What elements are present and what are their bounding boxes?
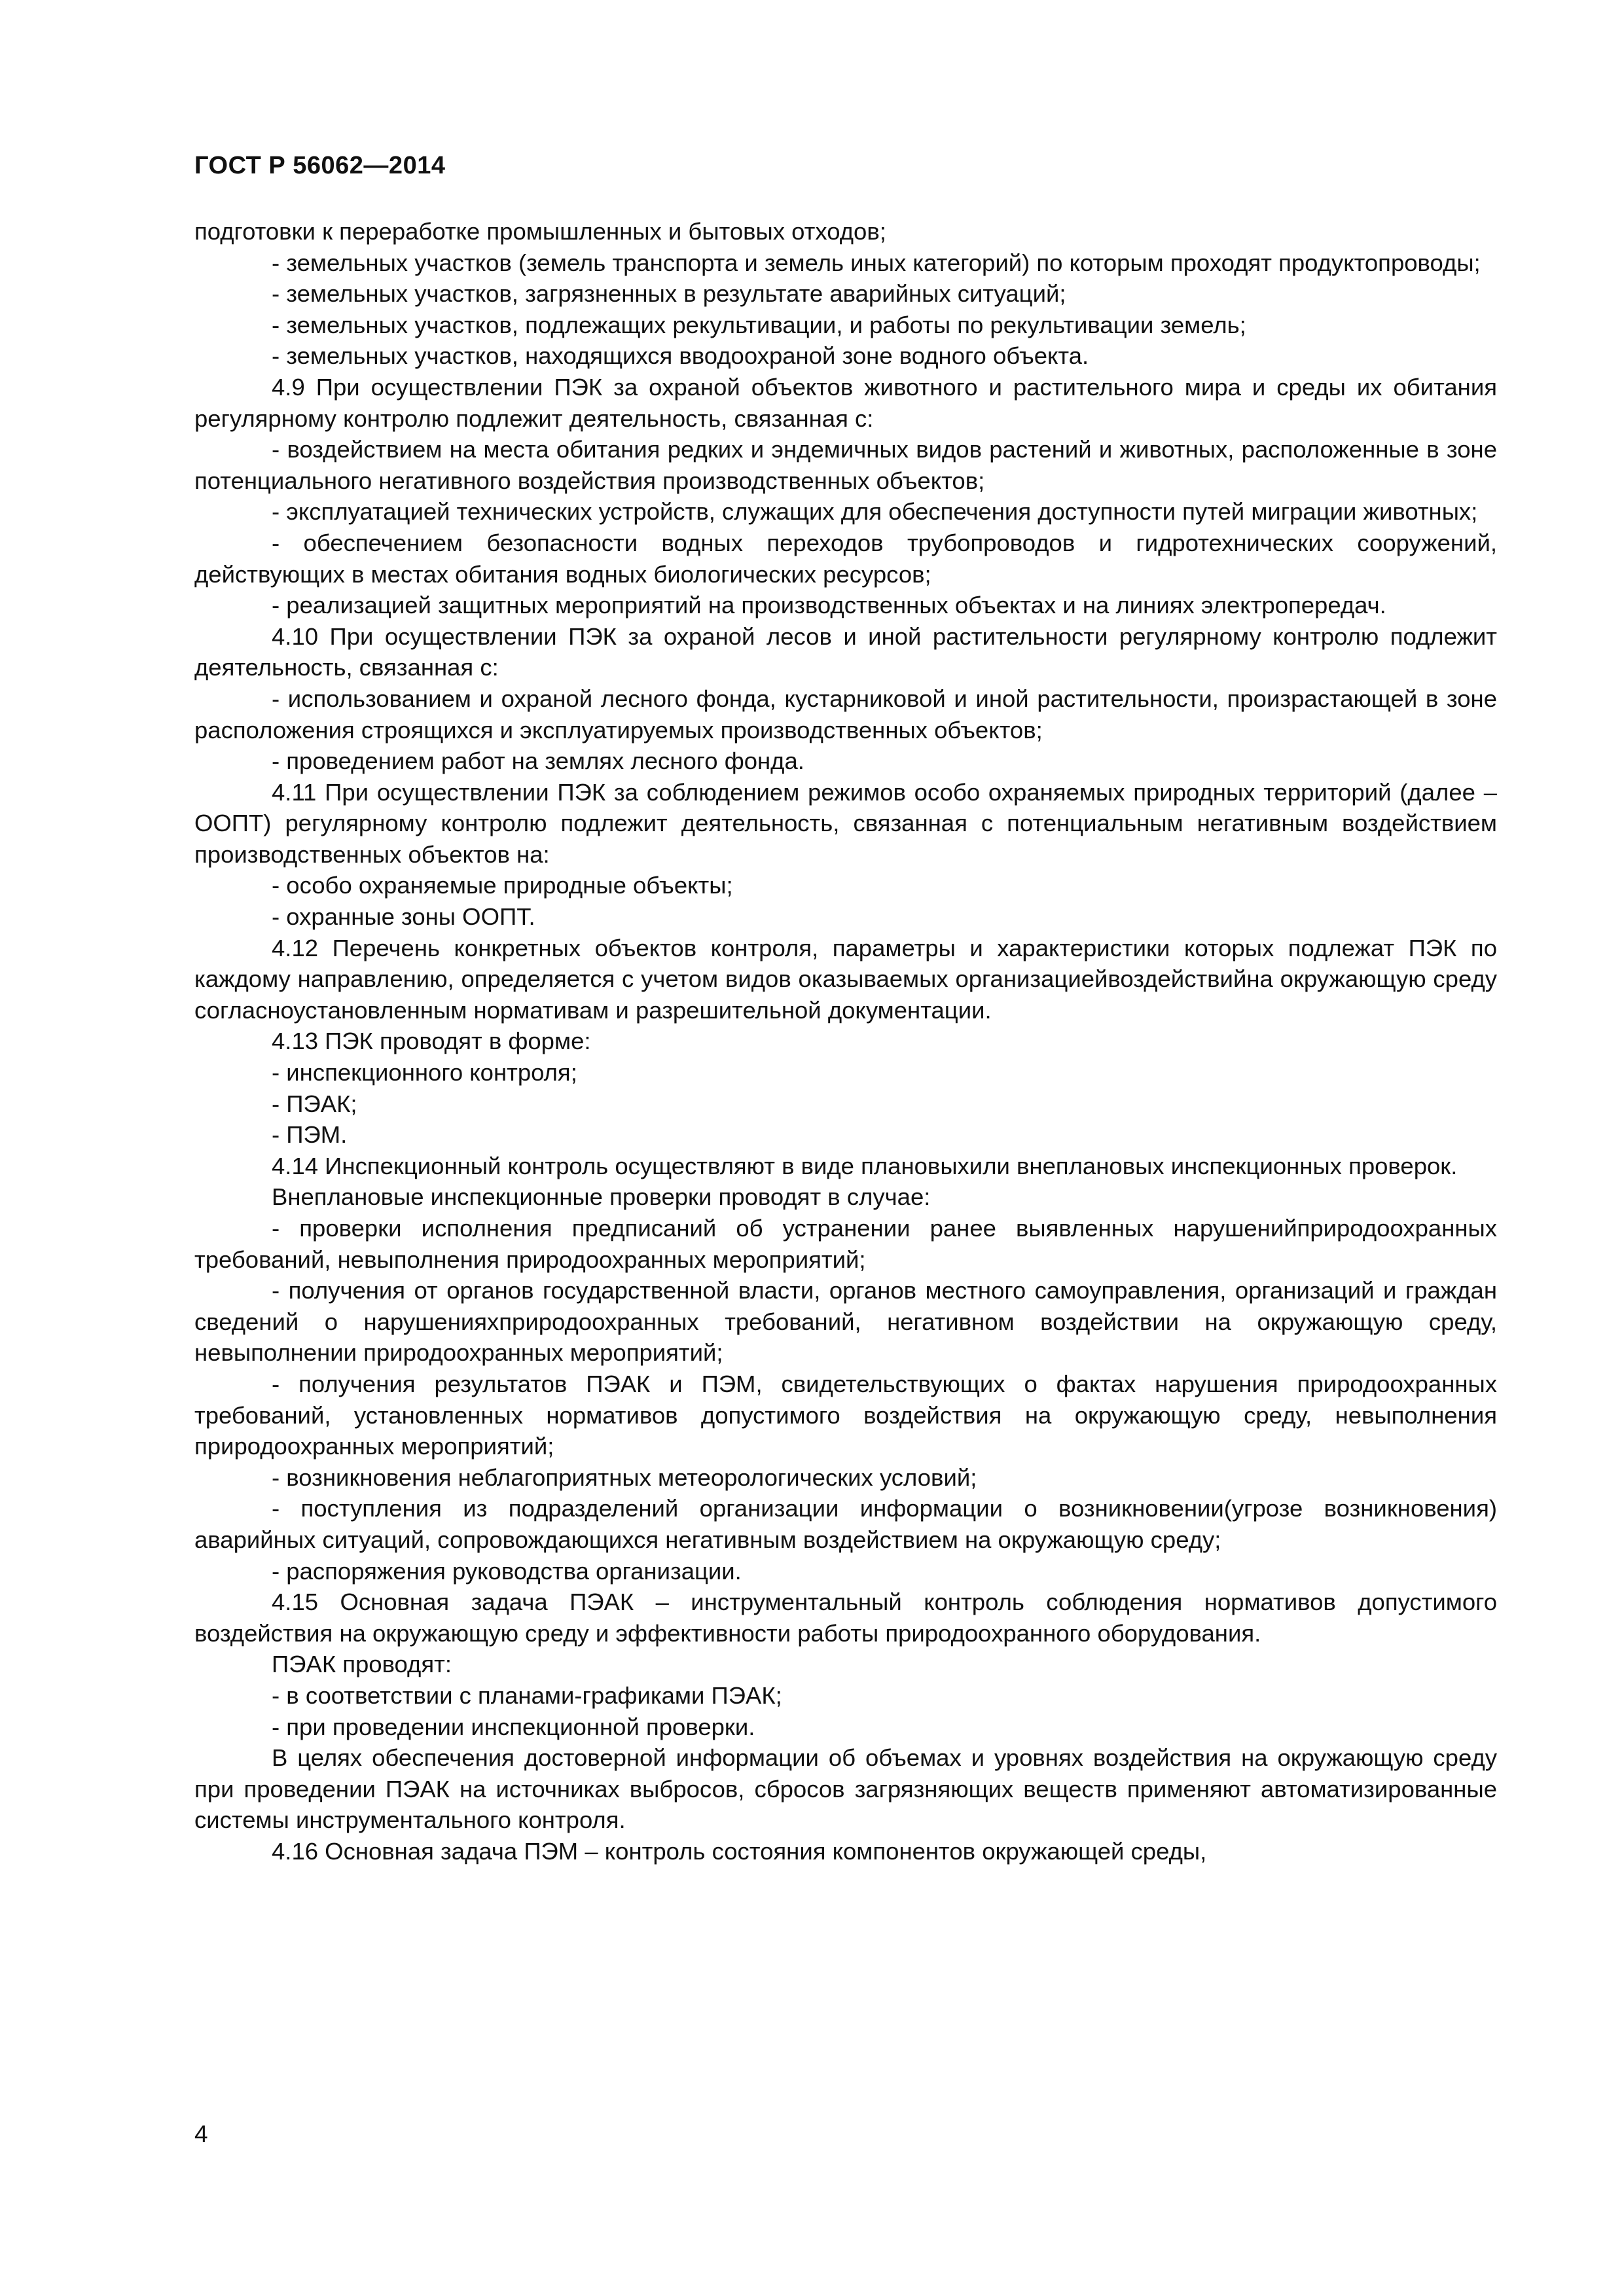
paragraph: - использованием и охраной лесного фонда, кустарниковой и иной растительности, произрастающей в зоне расположения строящихся и эксплуатируемых производственных объектов; (194, 685, 1497, 744)
paragraph: - особо охраняемые природные объекты; (272, 872, 733, 899)
paragraph: - эксплуатацией технических устройств, служащих для обеспечения доступности путей миграции животных; (272, 498, 1478, 526)
paragraph: - земельных участков, загрязненных в результате аварийных ситуаций; (272, 280, 1066, 308)
paragraph: 4.14 Инспекционный контроль осуществляют в виде плановыхили внеплановых инспекционных проверок. (272, 1152, 1458, 1179)
paragraph: В целях обеспечения достоверной информации об объемах и уровнях воздействия на окружающую среду при проведении ПЭАК на источниках выбросов, сбросов загрязняющих веществ применяют автоматизированные системы инструментального контроля. (194, 1744, 1497, 1834)
paragraph: Внеплановые инспекционные проверки проводят в случае: (272, 1183, 931, 1211)
paragraph: 4.16 Основная задача ПЭМ – контроль состояния компонентов окружающей среды, (272, 1837, 1207, 1865)
paragraph: 4.11 При осуществлении ПЭК за соблюдением режимов особо охраняемых природных территорий (далее – ООПТ) регулярному контролю подлежит деятельность, связанная с потенциальным негативным воздействием производственных объектов на: (194, 778, 1497, 868)
paragraph: - проведением работ на землях лесного фонда. (272, 747, 804, 775)
paragraph: - возникновения неблагоприятных метеорологических условий; (272, 1463, 977, 1491)
paragraph: - земельных участков, находящихся вводоохраной зоне водного объекта. (272, 342, 1089, 370)
paragraph: - воздействием на места обитания редких и эндемичных видов растений и животных, расположенные в зоне потенциального негативного воздействия производственных объектов; (194, 436, 1497, 494)
document-code-header: ГОСТ Р 56062—2014 (194, 152, 446, 179)
paragraph: - проверки исполнения предписаний об устранении ранее выявленных нарушенийприродоохранных требований, невыполнения природоохранных мероприятий; (194, 1215, 1497, 1273)
paragraph: подготовки к переработке промышленных и бытовых отходов; (194, 218, 886, 245)
paragraph: - поступления из подразделений организации информации о возникновении(угрозе возникновения) аварийных ситуаций, сопровождающихся негативным воздействием на окружающую среду; (194, 1495, 1497, 1553)
page-number: 4 (194, 2121, 208, 2147)
paragraph: - реализацией защитных мероприятий на производственных объектах и на линиях электропередач. (272, 592, 1386, 619)
paragraph: 4.12 Перечень конкретных объектов контроля, параметры и характеристики которых подлежат ПЭК по каждому направлению, определяется с учетом видов оказываемых организациейвоздействийна окружающую среду согласноустановленным нормативам и разрешительной документации. (194, 934, 1497, 1024)
paragraph: 4.15 Основная задача ПЭАК – инструментальный контроль соблюдения нормативов допустимого воздействия на окружающую среду и эффективности работы природоохранного оборудования. (194, 1588, 1497, 1647)
paragraph: 4.9 При осуществлении ПЭК за охраной объектов животного и растительного мира и среды их обитания регулярному контролю подлежит деятельность, связанная с: (194, 373, 1497, 432)
paragraph: - получения от органов государственной власти, органов местного самоуправления, организаций и граждан сведений о нарушенияхприродоохранных требований, негативном воздействии на окружающую среду, невыполнении природоохранных мероприятий; (194, 1277, 1497, 1367)
paragraph: - в соответствии с планами-графиками ПЭАК; (272, 1681, 782, 1709)
paragraph: - охранные зоны ООПТ. (272, 903, 535, 931)
paragraph: - распоряжения руководства организации. (272, 1557, 742, 1585)
paragraph: - получения результатов ПЭАК и ПЭМ, свидетельствующих о фактах нарушения природоохранных требований, установленных нормативов допустимого воздействия на окружающую среду, невыполнения природоохранных мероприятий; (194, 1370, 1497, 1460)
paragraph: 4.13 ПЭК проводят в форме: (272, 1028, 591, 1055)
paragraph: - при проведении инспекционной проверки. (272, 1713, 755, 1740)
paragraph: - инспекционного контроля; (272, 1059, 577, 1086)
paragraph: - ПЭАК; (272, 1090, 357, 1117)
paragraph: ПЭАК проводят: (272, 1651, 452, 1678)
paragraph: - обеспечением безопасности водных переходов трубопроводов и гидротехнических сооружений, действующих в местах обитания водных биологических ресурсов; (194, 529, 1497, 588)
paragraph: - ПЭМ. (272, 1121, 348, 1149)
paragraph: - земельных участков, подлежащих рекультивации, и работы по рекультивации земель; (272, 311, 1246, 338)
paragraph: - земельных участков (земель транспорта и земель иных категорий) по которым проходят продуктопроводы; (272, 249, 1481, 276)
paragraph: 4.10 При осуществлении ПЭК за охраной лесов и иной растительности регулярному контролю подлежит деятельность, связанная с: (194, 622, 1497, 681)
document-body (194, 216, 1497, 1867)
